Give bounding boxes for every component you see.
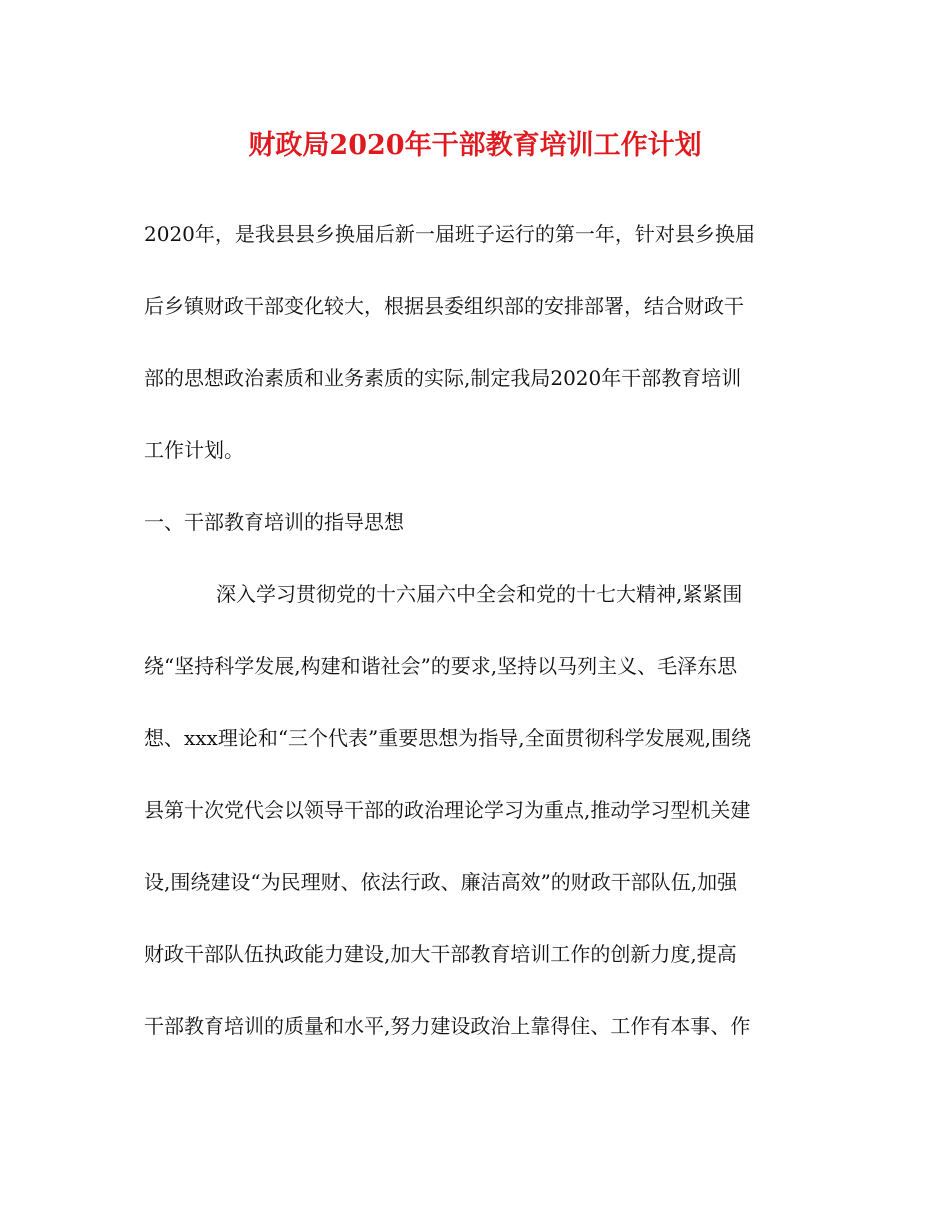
paragraph-line: 绕“坚持科学发展,构建和谐社会”的要求,坚持以马列主义、毛泽东思	[144, 654, 738, 678]
paragraph-line: 设,围绕建设“为民理财、依法行政、廉洁高效”的财政干部队伍,加强	[144, 870, 738, 894]
paragraph-line: 工作计划。	[144, 438, 244, 462]
paragraph-line: 县第十次党代会以领导干部的政治理论学习为重点,推动学习型机关建	[144, 798, 751, 822]
paragraph-line: 部的思想政治素质和业务素质的实际,制定我局2020年干部教育培训	[144, 366, 742, 390]
paragraph-line: 深入学习贯彻党的十六届六中全会和党的十七大精神,紧紧围	[216, 582, 743, 606]
paragraph-line: 后乡镇财政干部变化较大，根据县委组织部的安排部署，结合财政干	[144, 294, 744, 318]
document-title: 财政局2020年干部教育培训工作计划	[248, 130, 702, 161]
paragraph-line: 想、xxx理论和“三个代表”重要思想为指导,全面贯彻科学发展观,围绕	[144, 726, 752, 750]
paragraph-line: 干部教育培训的质量和水平,努力建设政治上靠得住、工作有本事、作	[144, 1014, 751, 1038]
section-heading: 一、干部教育培训的指导思想	[144, 510, 404, 534]
paragraph-line: 2020年，是我县县乡换届后新一届班子运行的第一年，针对县乡换届	[144, 222, 755, 246]
paragraph-line: 财政干部队伍执政能力建设,加大干部教育培训工作的创新力度,提高	[144, 942, 737, 966]
